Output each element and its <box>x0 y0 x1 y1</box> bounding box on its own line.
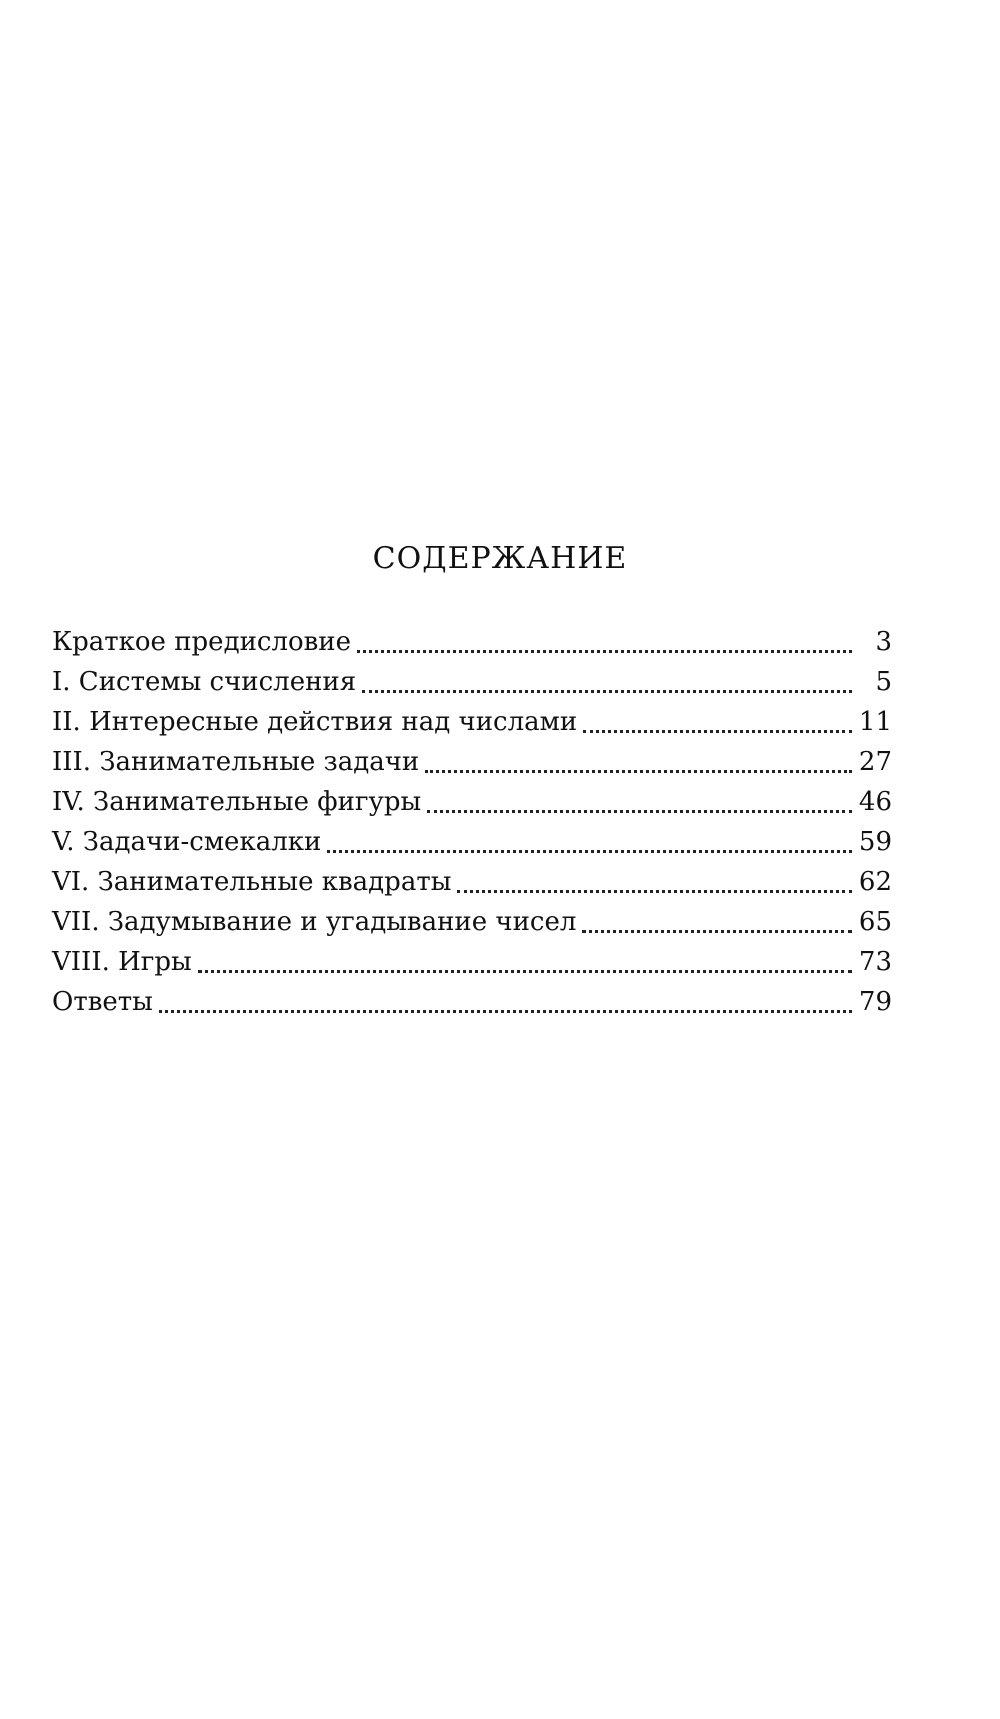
toc-entry-chapter-4 <box>52 782 892 822</box>
toc-entry-label: Краткое предисловие <box>52 627 351 657</box>
toc-entry-answers <box>52 982 892 1022</box>
dot-leader <box>425 770 852 773</box>
dot-leader <box>457 890 852 893</box>
toc-entry-label: VIII. Игры <box>52 947 192 977</box>
dot-leader <box>583 730 852 733</box>
toc-entry-label: III. Занимательные задачи <box>52 747 420 777</box>
dot-leader <box>159 1010 852 1013</box>
toc-entry-label: VI. Занимательные квадраты <box>52 867 452 897</box>
toc-entry-label: VII. Задумывание и угадывание чисел <box>52 907 577 937</box>
dot-leader <box>362 690 852 693</box>
toc-entry-page: 46 <box>858 787 892 817</box>
toc-entry-label: IV. Занимательные фигуры <box>52 787 422 817</box>
dot-leader <box>327 850 852 853</box>
toc-entry-chapter-1 <box>52 662 892 702</box>
toc-entry-page: 79 <box>858 987 892 1017</box>
table-of-contents <box>52 622 892 1022</box>
toc-entry-preface <box>52 622 892 662</box>
toc-entry-chapter-2 <box>52 702 892 742</box>
toc-entry-chapter-5 <box>52 822 892 862</box>
dot-leader <box>427 810 852 813</box>
toc-entry-page: 62 <box>858 867 892 897</box>
dot-leader <box>198 970 852 973</box>
toc-entry-page: 73 <box>858 947 892 977</box>
dot-leader <box>357 650 852 653</box>
toc-entry-page: 27 <box>858 747 892 777</box>
toc-entry-page: 3 <box>875 627 892 657</box>
toc-entry-page: 59 <box>858 827 892 857</box>
toc-entry-label: I. Системы счисления <box>52 667 357 697</box>
toc-entry-chapter-6 <box>52 862 892 902</box>
toc-entry-label: Ответы <box>52 987 153 1017</box>
toc-entry-chapter-3 <box>52 742 892 782</box>
toc-entry-chapter-7 <box>52 902 892 942</box>
toc-entry-page: 5 <box>875 667 892 697</box>
toc-entry-page: 11 <box>858 707 892 737</box>
toc-entry-page: 65 <box>858 907 892 937</box>
toc-entry-chapter-8 <box>52 942 892 982</box>
toc-title: СОДЕРЖАНИЕ <box>372 541 628 576</box>
toc-entry-label: V. Задачи-смекалки <box>52 827 322 857</box>
toc-entry-label: II. Интересные действия над числами <box>52 707 578 737</box>
dot-leader <box>582 930 852 933</box>
